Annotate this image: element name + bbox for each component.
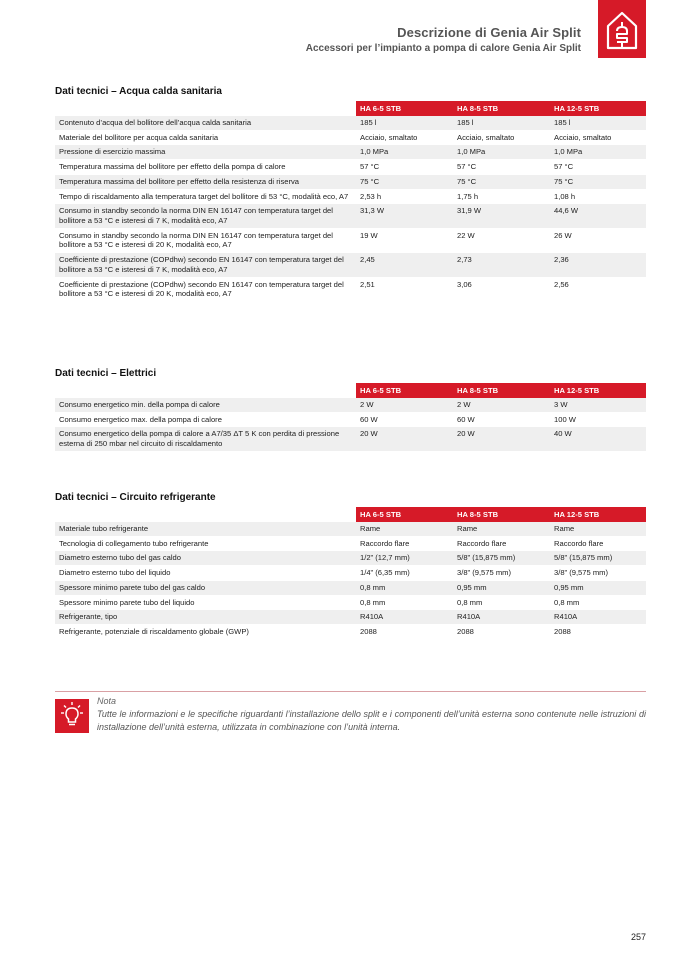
cell-value: 2,36 — [550, 253, 646, 277]
row-label: Temperatura massima del bollitore per effetto della pompa di calore — [55, 160, 356, 175]
row-label: Consumo in standby secondo la norma DIN EN 16147 con temperatura target del bollitore a 53 °C e isteresi di 7 K, modalità eco, A7 — [55, 204, 356, 228]
row-label: Refrigerante, potenziale di riscaldamento globale (GWP) — [55, 625, 356, 640]
table-row — [55, 116, 646, 130]
house-heat-pump-icon — [598, 0, 646, 58]
cell-value: 2088 — [453, 625, 550, 640]
row-label: Pressione di esercizio massima — [55, 145, 356, 160]
table-row — [55, 625, 646, 640]
cell-value: 31,9 W — [453, 204, 550, 228]
cell-value: 3/8” (9,575 mm) — [453, 566, 550, 581]
row-label: Consumo energetico min. della pompa di calore — [55, 398, 356, 412]
cell-value: 2088 — [356, 625, 453, 640]
cell-value: Rame — [550, 522, 646, 536]
section-title: Dati tecnici – Circuito refrigerante — [55, 492, 216, 503]
row-label: Diametro esterno tubo del gas caldo — [55, 551, 356, 566]
cell-value: 1,0 MPa — [356, 145, 453, 160]
cell-value: 60 W — [356, 412, 453, 427]
cell-value: 0,95 mm — [453, 580, 550, 595]
table-row — [55, 160, 646, 175]
cell-value: Raccordo flare — [356, 536, 453, 551]
row-label: Tempo di riscaldamento alla temperatura target del bollitore di 53 °C, modalità eco, A7 — [55, 189, 356, 204]
cell-value: 57 °C — [356, 160, 453, 175]
cell-value: 75 °C — [453, 174, 550, 189]
column-header: HA 8-5 STB — [453, 507, 550, 522]
cell-value: 2 W — [453, 398, 550, 412]
note-box — [55, 691, 646, 734]
table-row — [55, 204, 646, 228]
row-label: Contenuto d’acqua del bollitore dell’acqua calda sanitaria — [55, 116, 356, 130]
cell-value: Acciaio, smaltato — [550, 130, 646, 145]
cell-value: 2,73 — [453, 253, 550, 277]
table-header-row — [55, 507, 646, 522]
cell-value: 75 °C — [550, 174, 646, 189]
cell-value: R410A — [550, 610, 646, 625]
column-header: HA 6-5 STB — [356, 101, 453, 116]
cell-value: 60 W — [453, 412, 550, 427]
cell-value: 75 °C — [356, 174, 453, 189]
header-blank-cell — [55, 383, 356, 398]
cell-value: 2,45 — [356, 253, 453, 277]
cell-value: 3 W — [550, 398, 646, 412]
table-row — [55, 595, 646, 610]
cell-value: 2088 — [550, 625, 646, 640]
header-subtitle: Accessori per l’impianto a pompa di calore Genia Air Split — [305, 43, 581, 54]
row-label: Refrigerante, tipo — [55, 610, 356, 625]
table-row — [55, 536, 646, 551]
row-label: Diametro esterno tubo del liquido — [55, 566, 356, 581]
table-row — [55, 412, 646, 427]
section-acqua-calda-sanitaria — [55, 86, 646, 302]
cell-value: 0,8 mm — [356, 580, 453, 595]
cell-value: R410A — [356, 610, 453, 625]
cell-value: 40 W — [550, 427, 646, 451]
table-row — [55, 522, 646, 536]
cell-value: 57 °C — [550, 160, 646, 175]
cell-value: 1,08 h — [550, 189, 646, 204]
cell-value: 5/8” (15,875 mm) — [453, 551, 550, 566]
table-row — [55, 174, 646, 189]
table-row — [55, 580, 646, 595]
cell-value: 2,53 h — [356, 189, 453, 204]
column-header: HA 8-5 STB — [453, 383, 550, 398]
cell-value: 57 °C — [453, 160, 550, 175]
section-circuito-refrigerante — [55, 492, 646, 640]
cell-value: 1,0 MPa — [453, 145, 550, 160]
cell-value: 1,75 h — [453, 189, 550, 204]
cell-value: 44,6 W — [550, 204, 646, 228]
cell-value: Rame — [356, 522, 453, 536]
cell-value: 20 W — [453, 427, 550, 451]
table-row — [55, 427, 646, 451]
table-row — [55, 130, 646, 145]
table-row — [55, 277, 646, 301]
cell-value: 1/4” (6,35 mm) — [356, 566, 453, 581]
cell-value: 2 W — [356, 398, 453, 412]
cell-value: 26 W — [550, 228, 646, 252]
section-elettrici — [55, 368, 646, 452]
cell-value: 2,51 — [356, 277, 453, 301]
cell-value: 22 W — [453, 228, 550, 252]
cell-value: 0,8 mm — [453, 595, 550, 610]
cell-value: Acciaio, smaltato — [453, 130, 550, 145]
cell-value: 31,3 W — [356, 204, 453, 228]
cell-value: 3,06 — [453, 277, 550, 301]
cell-value: 20 W — [356, 427, 453, 451]
header-title: Descrizione di Genia Air Split — [397, 25, 581, 40]
table-row — [55, 228, 646, 252]
table-row — [55, 253, 646, 277]
header-blank-cell — [55, 101, 356, 116]
refrigerante-table — [55, 507, 646, 640]
cell-value: 185 l — [356, 116, 453, 130]
column-header: HA 8-5 STB — [453, 101, 550, 116]
note-text: Tutte le informazioni e le specifiche riguardanti l’installazione dello split e i componenti dell’unità esterna sono contenute nelle istruzioni di installazione dell’unità esterna, utilizzata in combinazione con l’unità interna. — [97, 709, 646, 733]
row-label: Consumo in standby secondo la norma DIN EN 16147 con temperatura target del bollitore a 53 °C e isteresi di 20 K, modalità eco, A7 — [55, 228, 356, 252]
column-header: HA 12-5 STB — [550, 507, 646, 522]
column-header: HA 6-5 STB — [356, 383, 453, 398]
table-row — [55, 145, 646, 160]
section-title: Dati tecnici – Acqua calda sanitaria — [55, 86, 222, 97]
row-label: Consumo energetico della pompa di calore a A7/35 ΔT 5 K con perdita di pressione esterna di 250 mbar nel circuito di riscaldamento — [55, 427, 356, 451]
header-blank-cell — [55, 507, 356, 522]
page-number: 257 — [630, 932, 646, 942]
row-label: Temperatura massima del bollitore per effetto della resistenza di riserva — [55, 174, 356, 189]
cell-value: 0,8 mm — [356, 595, 453, 610]
cell-value: 2,56 — [550, 277, 646, 301]
row-label: Materiale tubo refrigerante — [55, 522, 356, 536]
elettrici-table — [55, 383, 646, 452]
row-label: Spessore minimo parete tubo del gas caldo — [55, 580, 356, 595]
cell-value: 5/8” (15,875 mm) — [550, 551, 646, 566]
cell-value: 100 W — [550, 412, 646, 427]
cell-value: 185 l — [453, 116, 550, 130]
table-header-row — [55, 383, 646, 398]
cell-value: 0,8 mm — [550, 595, 646, 610]
cell-value: Rame — [453, 522, 550, 536]
cell-value: 1/2” (12,7 mm) — [356, 551, 453, 566]
column-header: HA 12-5 STB — [550, 101, 646, 116]
cell-value: 19 W — [356, 228, 453, 252]
table-header-row — [55, 101, 646, 116]
cell-value: R410A — [453, 610, 550, 625]
cell-value: 0,95 mm — [550, 580, 646, 595]
table-row — [55, 610, 646, 625]
cell-value: 185 l — [550, 116, 646, 130]
row-label: Spessore minimo parete tubo del liquido — [55, 595, 356, 610]
note-label: Nota — [97, 696, 117, 706]
section-title: Dati tecnici – Elettrici — [55, 368, 157, 379]
table-row — [55, 566, 646, 581]
row-label: Coefficiente di prestazione (COPdhw) secondo EN 16147 con temperatura target del bollitore a 53 °C e isteresi di 7 K, modalità eco, A7 — [55, 253, 356, 277]
row-label: Coefficiente di prestazione (COPdhw) secondo EN 16147 con temperatura target del bollitore a 53 °C e isteresi di 20 K, modalità eco, A7 — [55, 277, 356, 301]
row-label: Tecnologia di collegamento tubo refrigerante — [55, 536, 356, 551]
cell-value: Acciaio, smaltato — [356, 130, 453, 145]
table-row — [55, 551, 646, 566]
cell-value: 1,0 MPa — [550, 145, 646, 160]
row-label: Consumo energetico max. della pompa di calore — [55, 412, 356, 427]
column-header: HA 12-5 STB — [550, 383, 646, 398]
cell-value: Raccordo flare — [453, 536, 550, 551]
acs-table — [55, 101, 646, 302]
table-row — [55, 189, 646, 204]
lightbulb-icon — [55, 699, 89, 733]
table-row — [55, 398, 646, 412]
page-header — [306, 25, 581, 54]
column-header: HA 6-5 STB — [356, 507, 453, 522]
row-label: Materiale del bollitore per acqua calda sanitaria — [55, 130, 356, 145]
cell-value: Raccordo flare — [550, 536, 646, 551]
cell-value: 3/8” (9,575 mm) — [550, 566, 646, 581]
